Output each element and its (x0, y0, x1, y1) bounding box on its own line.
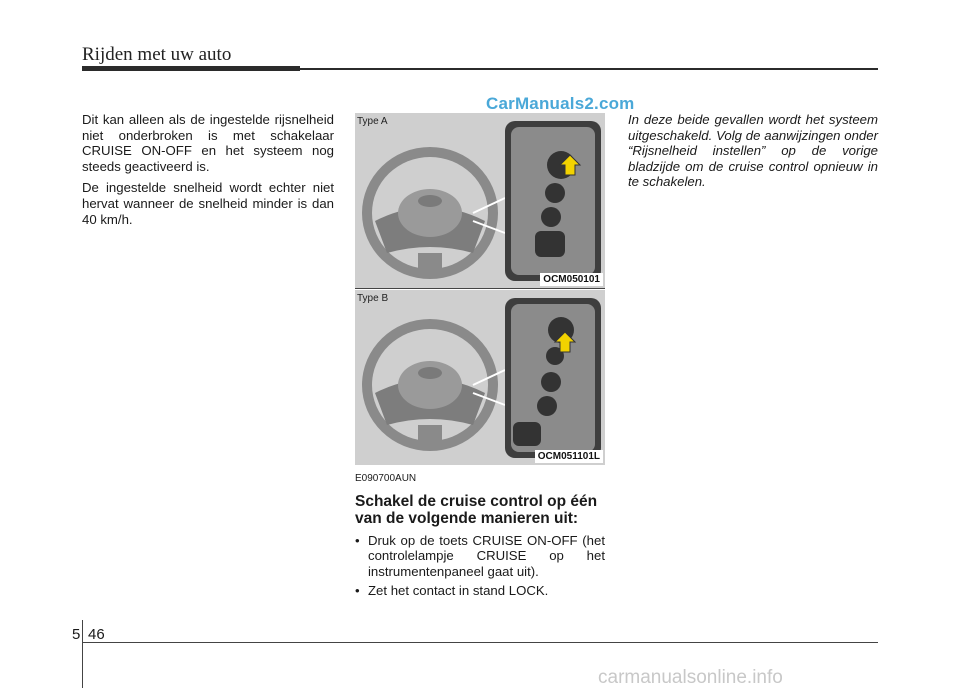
chapter-number: 5 (72, 626, 81, 643)
page-number: 46 (88, 626, 105, 643)
bullet-dot: • (355, 532, 360, 548)
figure-type-b (355, 290, 605, 465)
figure-a-code: OCM050101 (540, 273, 603, 286)
header-rule-thick (82, 66, 300, 71)
steering-wheel-illustration-b (355, 290, 605, 465)
bullet-dot: • (355, 583, 360, 599)
figure-divider (355, 288, 605, 289)
page-header-title: Rijden met uw auto (82, 44, 232, 65)
figure-type-a (355, 113, 605, 288)
left-paragraph-2: De ingestelde snelheid wordt echter niet hervat wanneer de snelheid minder is dan 40 km/h. (82, 180, 334, 227)
footer-vertical-rule (82, 620, 83, 688)
section-heading: Schakel de cruise control op één van de volgende manieren uit: (355, 492, 598, 527)
watermark-top[interactable]: CarManuals2.com (486, 94, 635, 113)
middle-column (355, 471, 605, 603)
bullet-text-1: Druk op de toets CRUISE ON-OFF (het controlelampje CRUISE op het instrumentenpaneel gaat uit). (368, 532, 605, 579)
right-paragraph: In deze beide gevallen wordt het systeem uitgeschakeld. Volg de aanwijzingen onder “Rijsnelheid instellen” op de vorige bladzijde om de cruise control opnieuw in te schakelen. (628, 112, 878, 190)
list-item (355, 583, 605, 599)
figure-b-code: OCM051101L (535, 450, 603, 463)
footer-horizontal-rule (82, 642, 878, 643)
bullet-list (355, 533, 605, 599)
left-paragraph-1: Dit kan alleen als de ingestelde rijsnelheid niet onderbroken is met schakelaar CRUISE ON-OFF en het systeem nog steeds geactiveerd is. (82, 112, 334, 174)
steering-wheel-illustration-a (355, 113, 605, 288)
bullet-text-2: Zet het contact in stand LOCK. (368, 583, 549, 599)
figure-a-type-label: Type A (357, 116, 388, 127)
section-code: E090700AUN (355, 473, 417, 484)
right-column (628, 112, 878, 190)
list-item (355, 533, 605, 580)
header-rule-thin (300, 68, 878, 70)
watermark-bottom[interactable]: carmanualsonline.info (598, 667, 783, 688)
left-column (82, 112, 334, 233)
figure-b-type-label: Type B (357, 293, 389, 304)
